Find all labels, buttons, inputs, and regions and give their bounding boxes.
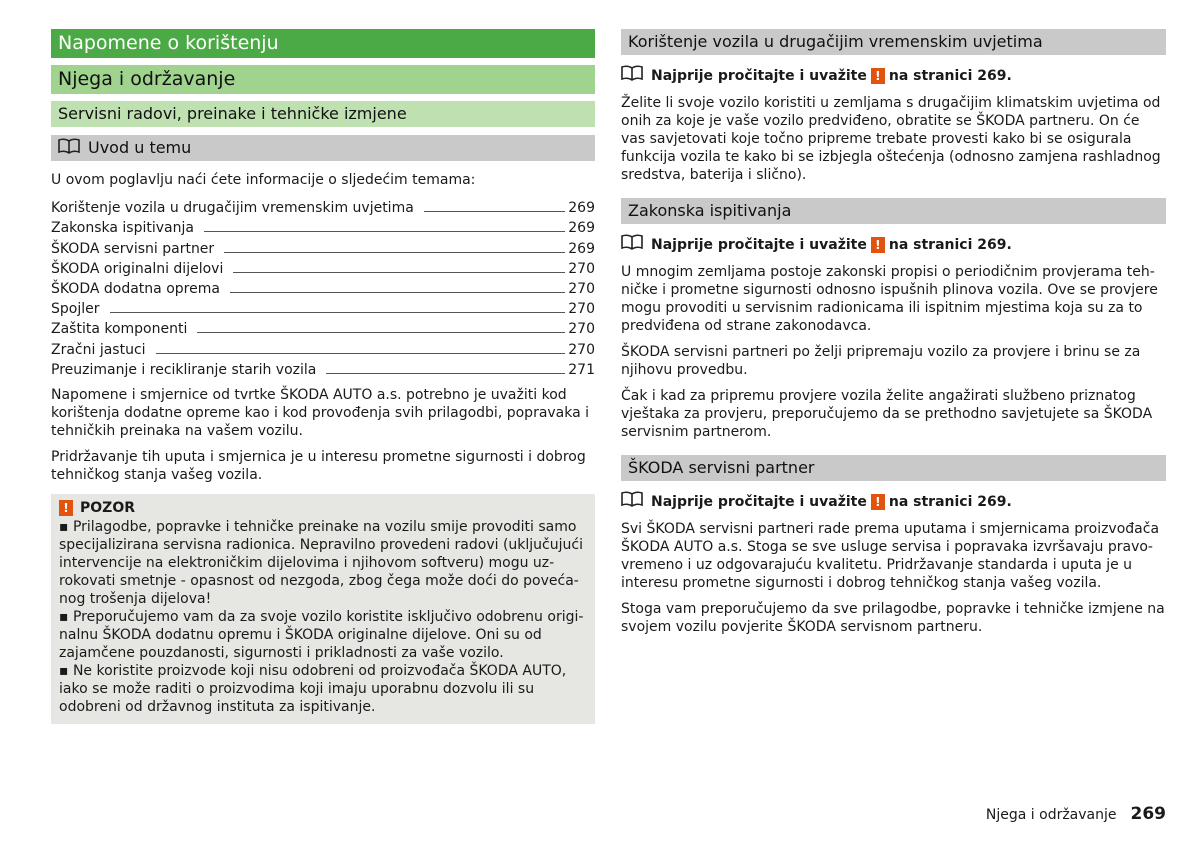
left-column bbox=[51, 29, 595, 724]
paragraph: Svi ŠKODA servisni partneri rade prema uputama i smjernicama proizvođača ŠKODA AUTO a.s. Stoga se sve usluge servisa i popravaka izvršavaju pravovremeno i uz odgovarajuću kvalitetu. Pridržavanje standarda i uputa je u interesu prometne sigurnosti i dobrog tehničkog stanja vašeg vozila. bbox=[621, 521, 1160, 591]
warning-title: POZOR bbox=[80, 499, 135, 516]
warning-item: ▪ Preporučujemo vam da za svoje vozilo koristite isključivo odobrenu originalnu ŠKODA dodatnu opremu i ŠKODA originalne dijelove. Oni su od zajamčene pouzdanosti, sigurnosti i prikladnosti za vaše vozilo. bbox=[59, 608, 584, 661]
page-footer bbox=[986, 804, 1166, 824]
toc-item[interactable]: Preuzimanje i recikliranje starih vozila 271 bbox=[51, 361, 595, 378]
paragraph: U mnogim zemljama postoje zakonski propisi o periodičnim provjerama tehničke i prometne sigurnosti odnosno ispušnih plinova vozila. Ove se provjere mogu provoditi u servisnim radionicama ili ispitnim mjestima koja su za to predviđena od strane zakonodavca. bbox=[621, 264, 1158, 334]
right-column bbox=[621, 29, 1166, 636]
section-heading: Njega i održavanje bbox=[51, 65, 595, 94]
toc-item[interactable]: ŠKODA servisni partner 269 bbox=[51, 240, 595, 257]
toc-item[interactable]: Korištenje vozila u drugačijim vremenskim uvjetima 269 bbox=[51, 200, 595, 217]
warning-box bbox=[51, 494, 595, 724]
warning-icon: ! bbox=[871, 494, 885, 510]
chapter-heading: Napomene o korištenju bbox=[51, 29, 595, 58]
intro-title: Uvod u temu bbox=[88, 138, 192, 157]
section-service-partner bbox=[621, 455, 1166, 636]
book-icon bbox=[621, 65, 643, 87]
section-title: Korištenje vozila u drugačijim vremenskim uvjetima bbox=[621, 29, 1166, 55]
paragraph: Pridržavanje tih uputa i smjernica je u interesu prometne sigurnosti i dobrog tehničkog stanja vašeg vozila. bbox=[51, 448, 586, 483]
paragraph: Želite li svoje vozilo koristiti u zemljama s drugačijim klimatskim uvjetima od onih za koje je vaše vozilo predviđeno, obratite se ŠKODA partneru. On će vas savjetovati koje točno pripreme trebate provesti kako bi se osigurala funkcija vozila te kako bi se izbjegla oštećenja (odnosno zamjena rashladnog sredstva, baterija i slično). bbox=[621, 95, 1161, 183]
intro-heading bbox=[51, 135, 595, 161]
section-title: ŠKODA servisni partner bbox=[621, 455, 1166, 481]
toc-list bbox=[51, 196, 595, 378]
toc-item[interactable]: Zračni jastuci 270 bbox=[51, 341, 595, 358]
warning-item: ▪ Ne koristite proizvode koji nisu odobreni od proizvođača ŠKODA AUTO, iako se može raditi o proizvodima koji imaju uporabnu dozvolu ili su odobreni od državnog instituta za ispitivanje. bbox=[59, 662, 567, 715]
section-climate bbox=[621, 29, 1166, 184]
paragraph: Čak i kad za pripremu provjere vozila želite angažirati službeno priznatog vještaka za provjeru, preporučujemo da se prethodno savjetujete sa ŠKODA servisnim partnerom. bbox=[621, 388, 1153, 440]
subsection-heading: Servisni radovi, preinake i tehničke izmjene bbox=[51, 101, 595, 127]
warning-icon: ! bbox=[59, 500, 73, 516]
warning-icon: ! bbox=[871, 237, 885, 253]
footer-section: Njega i održavanje bbox=[985, 807, 1117, 823]
section-legal-inspections bbox=[621, 198, 1166, 441]
intro-text: U ovom poglavlju naći ćete informacije o sljedećim temama: bbox=[51, 172, 476, 188]
read-first-note[interactable]: Najprije pročitajte i uvažite ! na stranici 269. bbox=[621, 491, 1166, 511]
book-icon bbox=[621, 491, 643, 513]
book-icon bbox=[58, 136, 80, 162]
paragraph: ŠKODA servisni partneri po želji pripremaju vozilo za provjere i brinu se za njihovu provedbu. bbox=[621, 344, 1141, 378]
toc-item[interactable]: ŠKODA originalni dijelovi 270 bbox=[51, 260, 595, 277]
warning-heading bbox=[59, 498, 587, 518]
toc-item[interactable]: Zakonska ispitivanja 269 bbox=[51, 220, 595, 237]
read-first-note[interactable]: Najprije pročitajte i uvažite ! na stranici 269. bbox=[621, 234, 1166, 254]
book-icon bbox=[621, 234, 643, 256]
warning-icon: ! bbox=[871, 68, 885, 84]
warning-item: ▪ Prilagodbe, popravke i tehničke preinake na vozilu smije provoditi samo specijalizirana servisna radionica. Nepravilno provedeni radovi (uključujući intervencije na elektroničkim dijelovima i njihovom softveru) mogu uzrokovati smetnje - opasnost od nezgoda, zbog čega može doći do povećanog trošenja dijelova! bbox=[59, 518, 583, 607]
toc-item[interactable]: Zaštita komponenti 270 bbox=[51, 321, 595, 338]
read-first-note[interactable]: Najprije pročitajte i uvažite ! na stranici 269. bbox=[621, 65, 1166, 85]
paragraph: Napomene i smjernice od tvrtke ŠKODA AUTO a.s. potrebno je uvažiti kod korištenja dodatne opreme kao i kod provođenja svih prilagodbi, popravaka i tehničkih preinaka na vašem vozilu. bbox=[51, 386, 590, 439]
toc-item[interactable]: ŠKODA dodatna oprema 270 bbox=[51, 280, 595, 297]
section-title: Zakonska ispitivanja bbox=[621, 198, 1166, 224]
page-number: 269 bbox=[1130, 804, 1166, 824]
paragraph: Stoga vam preporučujemo da sve prilagodbe, popravke i tehničke izmjene na svojem vozilu povjerite ŠKODA servisnom partneru. bbox=[621, 601, 1165, 635]
toc-item[interactable]: Spojler 270 bbox=[51, 301, 595, 318]
